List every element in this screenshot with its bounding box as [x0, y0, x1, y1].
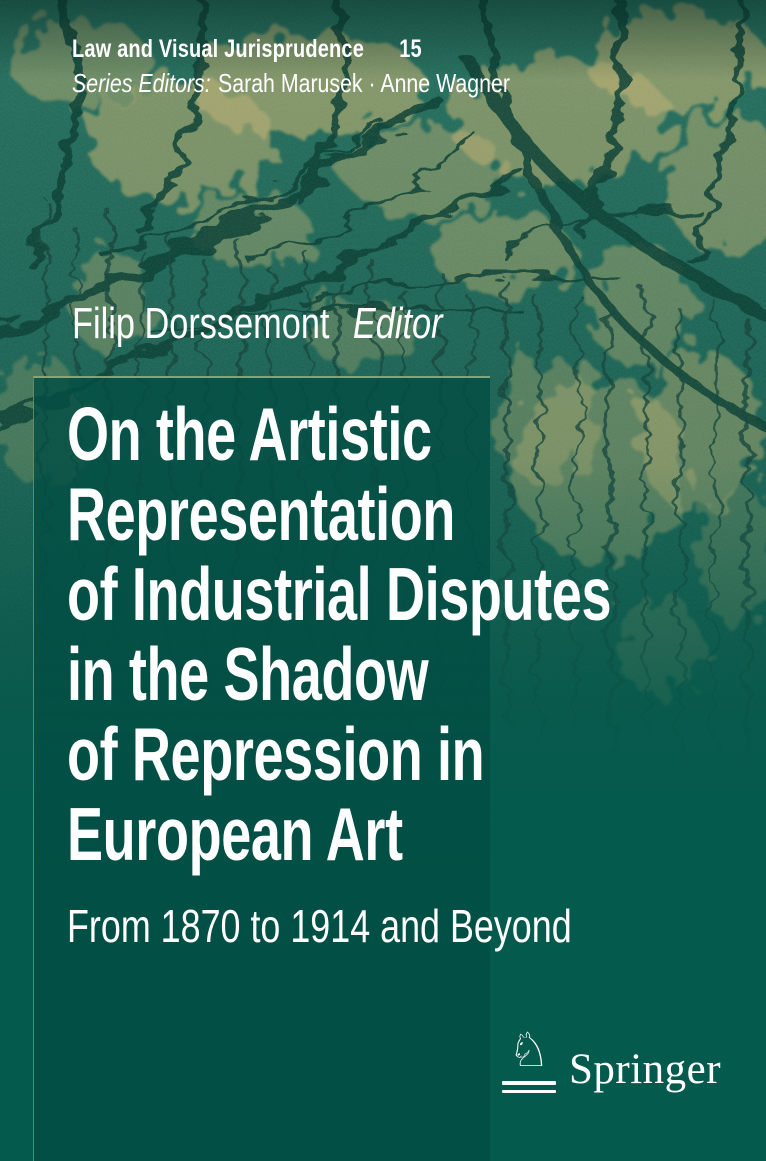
series-volume: 15 [399, 35, 422, 63]
logo-bar-top [502, 1081, 556, 1085]
editor-name: Filip Dorssemont [72, 299, 330, 348]
book-title [67, 391, 612, 876]
publisher-logo [501, 1023, 722, 1093]
title-line-5: of Repression in [67, 711, 485, 796]
author-line [72, 300, 547, 348]
publisher-name: Springer [569, 1046, 722, 1093]
book-subtitle [67, 900, 572, 952]
title-line-2: Representation [67, 471, 456, 556]
series-editors-label: Series Editors: [72, 68, 211, 98]
title-box [33, 376, 612, 1161]
logo-bar-bottom [502, 1090, 556, 1094]
series-editors-line [72, 68, 510, 98]
chess-knight-glyph: ♘ [507, 1023, 551, 1078]
title-line-1: On the Artistic [67, 391, 432, 476]
series-name: Law and Visual Jurisprudence [72, 35, 364, 63]
title-line-6: European Art [67, 791, 403, 876]
title-line-4: in the Shadow [67, 631, 429, 716]
series-header [72, 34, 766, 98]
subtitle-text: From 1870 to 1914 and Beyond [67, 900, 572, 952]
editor-role: Editor [352, 299, 443, 348]
springer-horse-icon [501, 1023, 557, 1093]
title-line-3: of Industrial Disputes [67, 551, 612, 636]
series-editors-names: Sarah Marusek · Anne Wagner [218, 68, 510, 98]
series-title-line [72, 34, 422, 64]
